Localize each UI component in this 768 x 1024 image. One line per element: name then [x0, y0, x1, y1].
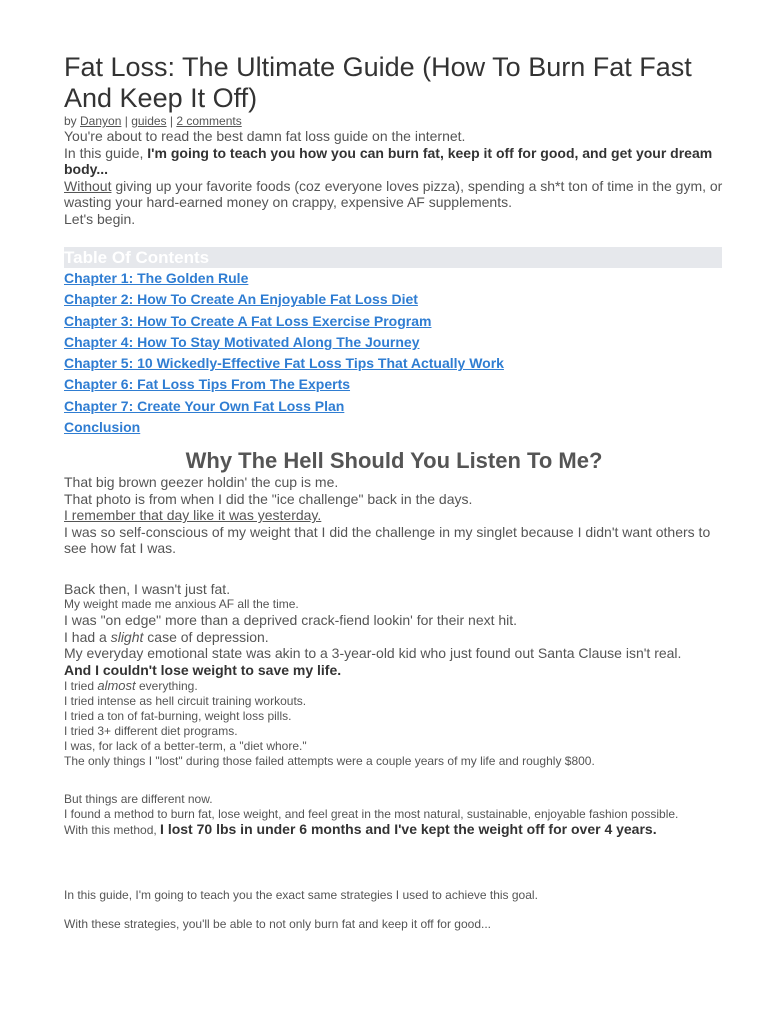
toc-link-chapter-1[interactable]: Chapter 1: The Golden Rule: [64, 270, 249, 286]
intro-p2-pre: In this guide,: [64, 144, 148, 161]
article: [64, 52, 724, 932]
toc-item: [64, 268, 724, 289]
meta-sep: |: [121, 114, 132, 128]
toc-item: [64, 417, 724, 438]
section-line: My everyday emotional state was akin to a 3-year-old kid who just found out Santa Clause isn't real.: [64, 645, 682, 662]
section-line: I was "on edge" more than a deprived crack-fiend lookin' for their next hit.: [64, 612, 518, 629]
section-line: Back then, I wasn't just fat.: [64, 580, 231, 597]
line-post: case of depression.: [143, 628, 269, 645]
toc-item: [64, 396, 724, 417]
article-meta: [64, 114, 724, 128]
toc-item: [64, 353, 724, 374]
toc-item: [64, 332, 724, 353]
section-line: My weight made me anxious AF all the time.: [64, 597, 299, 612]
section-line: That photo is from when I did the "ice challenge" back in the days.: [64, 490, 473, 507]
toc-link-conclusion[interactable]: Conclusion: [64, 419, 141, 436]
intro-p3: [64, 178, 724, 211]
meta-sep: |: [166, 114, 177, 128]
intro-p2-bold: I'm going to teach you how you can burn fat, keep it off for good, and get your dream body...: [64, 144, 713, 177]
section-line: I was, for lack of a better-term, a "diet whore.": [64, 739, 307, 754]
section-line-bold: And I couldn't lose weight to save my life.: [64, 661, 342, 678]
section-line: [64, 822, 724, 838]
toc-link-chapter-7[interactable]: Chapter 7: Create Your Own Fat Loss Plan: [64, 397, 345, 414]
line-pre: I had a: [64, 628, 111, 645]
toc-link-chapter-4[interactable]: Chapter 4: How To Stay Motivated Along The Journey: [64, 333, 420, 350]
toc-heading: Table Of Contents: [64, 247, 722, 268]
article-title: Fat Loss: The Ultimate Guide (How To Burn Fat Fast And Keep It Off): [64, 52, 692, 113]
toc-item: [64, 374, 724, 395]
category-link[interactable]: guides: [131, 114, 167, 128]
intro-p3-rest: giving up your favorite foods (coz everyone loves pizza), spending a sh*t ton of time in the gym, or wasting your hard-earned money on crappy, expensive AF supplements.: [64, 177, 723, 210]
meta-by: by: [64, 114, 81, 128]
section-line: The only things I "lost" during those failed attempts were a couple years of my life and roughly $800.: [64, 754, 595, 769]
table-of-contents: [64, 268, 724, 438]
intro-p3-underline: Without: [64, 177, 112, 194]
section-line: With these strategies, you'll be able to not only burn fat and keep it off for good...: [64, 917, 491, 932]
toc-item: [64, 289, 724, 310]
section-heading: Why The Hell Should You Listen To Me?: [185, 448, 603, 474]
section-line: I found a method to burn fat, lose weight, and feel great in the most natural, sustainable, enjoyable fashion possible.: [64, 807, 679, 822]
toc-item: [64, 311, 724, 332]
section-line: I tried a ton of fat-burning, weight loss pills.: [64, 709, 292, 724]
section-line: In this guide, I'm going to teach you the exact same strategies I used to achieve this goal.: [64, 888, 538, 903]
line-italic: almost: [97, 678, 136, 694]
author-link[interactable]: Danyon: [80, 114, 122, 128]
line-bold: I lost 70 lbs in under 6 months and I've kept the weight off for over 4 years.: [160, 821, 657, 838]
section-line: I was so self-conscious of my weight that I did the challenge in my singlet because I didn't want others to see how fat I was.: [64, 523, 711, 557]
intro-p4: Let's begin.: [64, 210, 136, 227]
toc-link-chapter-3[interactable]: Chapter 3: How To Create A Fat Loss Exercise Program: [64, 312, 432, 329]
section-line: [64, 678, 724, 694]
toc-link-chapter-2[interactable]: Chapter 2: How To Create An Enjoyable Fat Loss Diet: [64, 291, 418, 308]
toc-link-chapter-5[interactable]: Chapter 5: 10 Wickedly-Effective Fat Loss Tips That Actually Work: [64, 355, 504, 372]
section-line: That big brown geezer holdin' the cup is me.: [64, 474, 339, 491]
section-line: I tried 3+ different diet programs.: [64, 724, 238, 739]
section-line-underlined: I remember that day like it was yesterday.: [64, 507, 322, 524]
line-italic: slight: [110, 628, 144, 645]
section-line: But things are different now.: [64, 792, 213, 807]
toc-link-chapter-6[interactable]: Chapter 6: Fat Loss Tips From The Experts: [64, 376, 351, 393]
comments-link[interactable]: 2 comments: [176, 114, 242, 128]
line-pre: I tried: [64, 679, 98, 694]
section-line: [64, 629, 724, 646]
line-pre: With this method,: [64, 823, 161, 838]
line-post: everything.: [135, 679, 198, 694]
section-line: I tried intense as hell circuit training workouts.: [64, 694, 307, 709]
intro-p1: You're about to read the best damn fat loss guide on the internet.: [64, 128, 466, 144]
intro-p2: [64, 145, 724, 178]
